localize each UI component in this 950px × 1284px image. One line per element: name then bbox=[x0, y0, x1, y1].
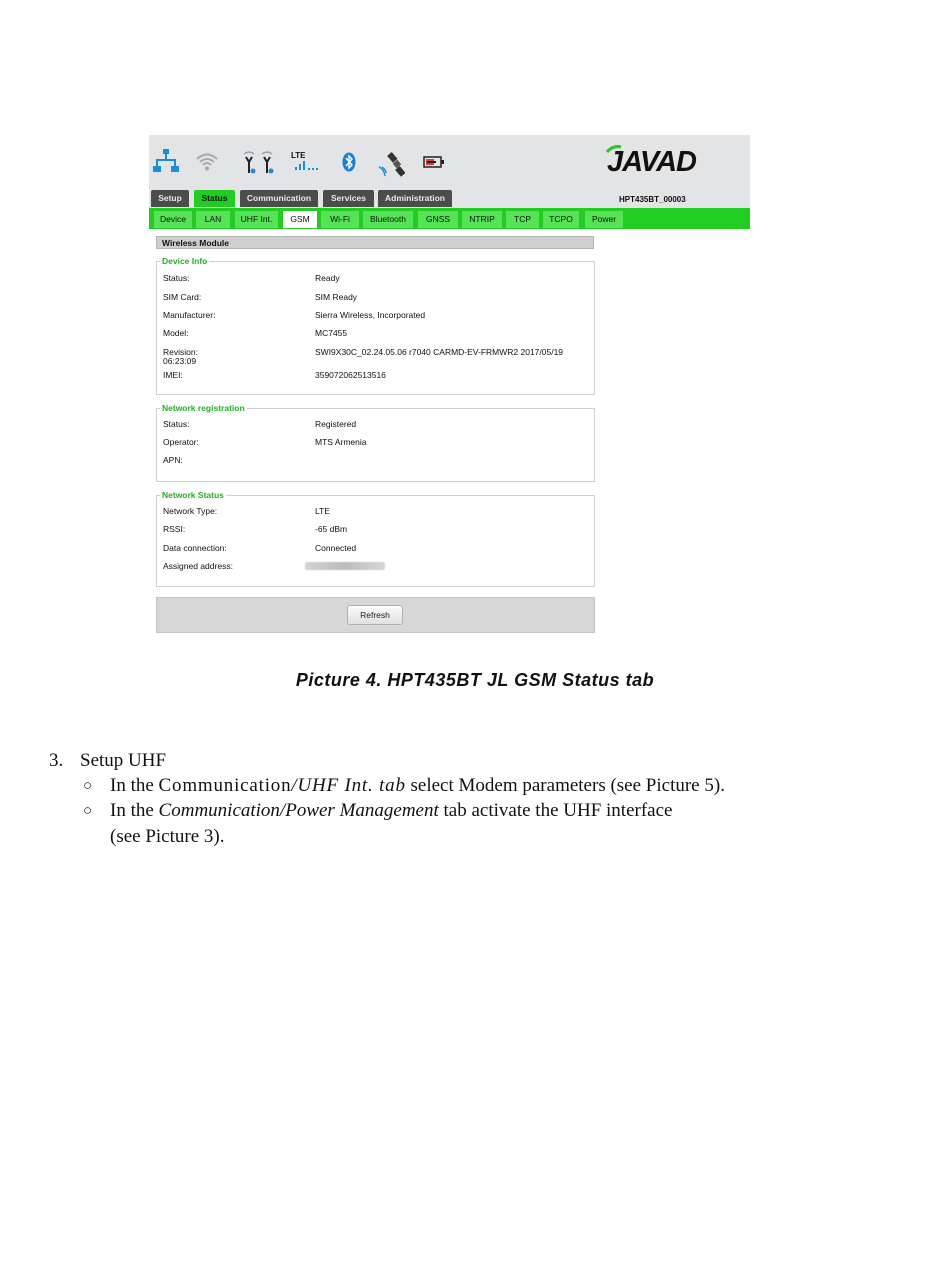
tab-administration[interactable]: Administration bbox=[378, 190, 452, 207]
subtab-bluetooth[interactable]: Bluetooth bbox=[363, 211, 413, 228]
field-label: Operator: bbox=[163, 437, 199, 447]
list-item-2 bbox=[110, 800, 672, 822]
module-title: Wireless Module bbox=[156, 236, 594, 249]
refresh-button[interactable]: Refresh bbox=[347, 605, 403, 625]
tab-status[interactable]: Status bbox=[194, 190, 235, 207]
field-label: Network Type: bbox=[163, 506, 218, 516]
list-item-1 bbox=[110, 775, 725, 797]
list-title: Setup UHF bbox=[80, 750, 167, 771]
svg-text:JAVAD: JAVAD bbox=[607, 146, 696, 174]
field-value: LTE bbox=[315, 506, 330, 516]
subtab-uhf-int[interactable]: UHF Int. bbox=[235, 211, 278, 228]
wifi-icon bbox=[196, 152, 218, 172]
refresh-bar bbox=[156, 597, 595, 633]
field-value: Sierra Wireless, Incorporated bbox=[315, 310, 426, 320]
network-icon bbox=[153, 148, 179, 174]
field-value: MTS Armenia bbox=[315, 437, 367, 447]
field-value: SWI9X30C_02.24.05.06 r7040 CARMD-EV-FRMWR2 2017/05/19 bbox=[315, 347, 564, 357]
lte-label: LTE bbox=[291, 151, 306, 160]
redacted-address bbox=[305, 562, 385, 570]
sub-tab-bar bbox=[149, 208, 750, 229]
item-2-post: tab activate the UHF interface bbox=[438, 800, 673, 821]
item-1-path-a: Communication bbox=[158, 775, 292, 796]
web-ui-screenshot bbox=[149, 135, 750, 635]
network-status-group bbox=[156, 490, 595, 587]
item-2-pre: In the bbox=[110, 800, 159, 821]
tab-services[interactable]: Services bbox=[323, 190, 374, 207]
subtab-ntrip[interactable]: NTRIP bbox=[462, 211, 502, 228]
uhf-antenna-icon bbox=[242, 150, 276, 176]
device-info-group bbox=[156, 256, 595, 395]
field-value: -65 dBm bbox=[315, 524, 348, 534]
satellite-icon bbox=[377, 151, 405, 179]
list-number: 3. bbox=[49, 750, 64, 771]
list-item-2-continuation: (see Picture 3). bbox=[110, 826, 225, 847]
subtab-tcpo[interactable]: TCPO bbox=[543, 211, 579, 228]
lte-signal-icon bbox=[295, 159, 321, 171]
item-1-path-b: /UHF Int. tab bbox=[291, 775, 406, 796]
subtab-power[interactable]: Power bbox=[585, 211, 623, 228]
device-info-legend: Device Info bbox=[162, 256, 208, 266]
device-name: HPT435BT_00003 bbox=[619, 195, 686, 204]
field-label: Status: bbox=[163, 419, 190, 429]
field-label: APN: bbox=[163, 455, 183, 465]
network-registration-legend: Network registration bbox=[162, 403, 245, 413]
battery-icon bbox=[423, 156, 445, 168]
field-label: SIM Card: bbox=[163, 292, 202, 302]
item-1-pre: In the bbox=[110, 775, 159, 796]
field-value: 359072062513516 bbox=[315, 370, 386, 380]
field-value: MC7455 bbox=[315, 328, 348, 338]
field-label: Data connection: bbox=[163, 543, 227, 553]
field-value: SIM Ready bbox=[315, 292, 358, 302]
subtab-tcp[interactable]: TCP bbox=[506, 211, 539, 228]
field-label: RSSI: bbox=[163, 524, 186, 534]
subtab-gnss[interactable]: GNSS bbox=[418, 211, 458, 228]
field-label: Revision: bbox=[163, 347, 198, 357]
subtab-device[interactable]: Device bbox=[154, 211, 192, 228]
field-value: Ready bbox=[315, 273, 340, 283]
tab-communication[interactable]: Communication bbox=[240, 190, 318, 207]
field-label: Status: bbox=[163, 273, 190, 283]
subtab-lan[interactable]: LAN bbox=[196, 211, 230, 228]
item-2-path: Communication/Power Management bbox=[158, 800, 439, 821]
field-label: Model: bbox=[163, 328, 189, 338]
field-value: Registered bbox=[315, 419, 357, 429]
field-value-wrap: 06:23:09 bbox=[163, 356, 197, 366]
javad-logo bbox=[604, 144, 744, 174]
field-label: Manufacturer: bbox=[163, 310, 216, 320]
figure-caption: Picture 4. HPT435BT JL GSM Status tab bbox=[295, 670, 655, 690]
item-1-post: select Modem parameters (see Picture 5). bbox=[405, 775, 725, 796]
bullet-icon: ○ bbox=[83, 803, 93, 819]
network-status-legend: Network Status bbox=[162, 490, 224, 500]
tab-setup[interactable]: Setup bbox=[151, 190, 189, 207]
status-icon-bar bbox=[149, 135, 750, 208]
subtab-wi-fi[interactable]: Wi-Fi bbox=[321, 211, 359, 228]
network-registration-group bbox=[156, 403, 595, 482]
bullet-icon: ○ bbox=[83, 778, 93, 794]
field-value: Connected bbox=[315, 543, 357, 553]
subtab-gsm[interactable]: GSM bbox=[283, 211, 317, 228]
field-label: Assigned address: bbox=[163, 561, 233, 571]
field-label: IMEI: bbox=[163, 370, 183, 380]
bluetooth-icon bbox=[342, 152, 356, 172]
